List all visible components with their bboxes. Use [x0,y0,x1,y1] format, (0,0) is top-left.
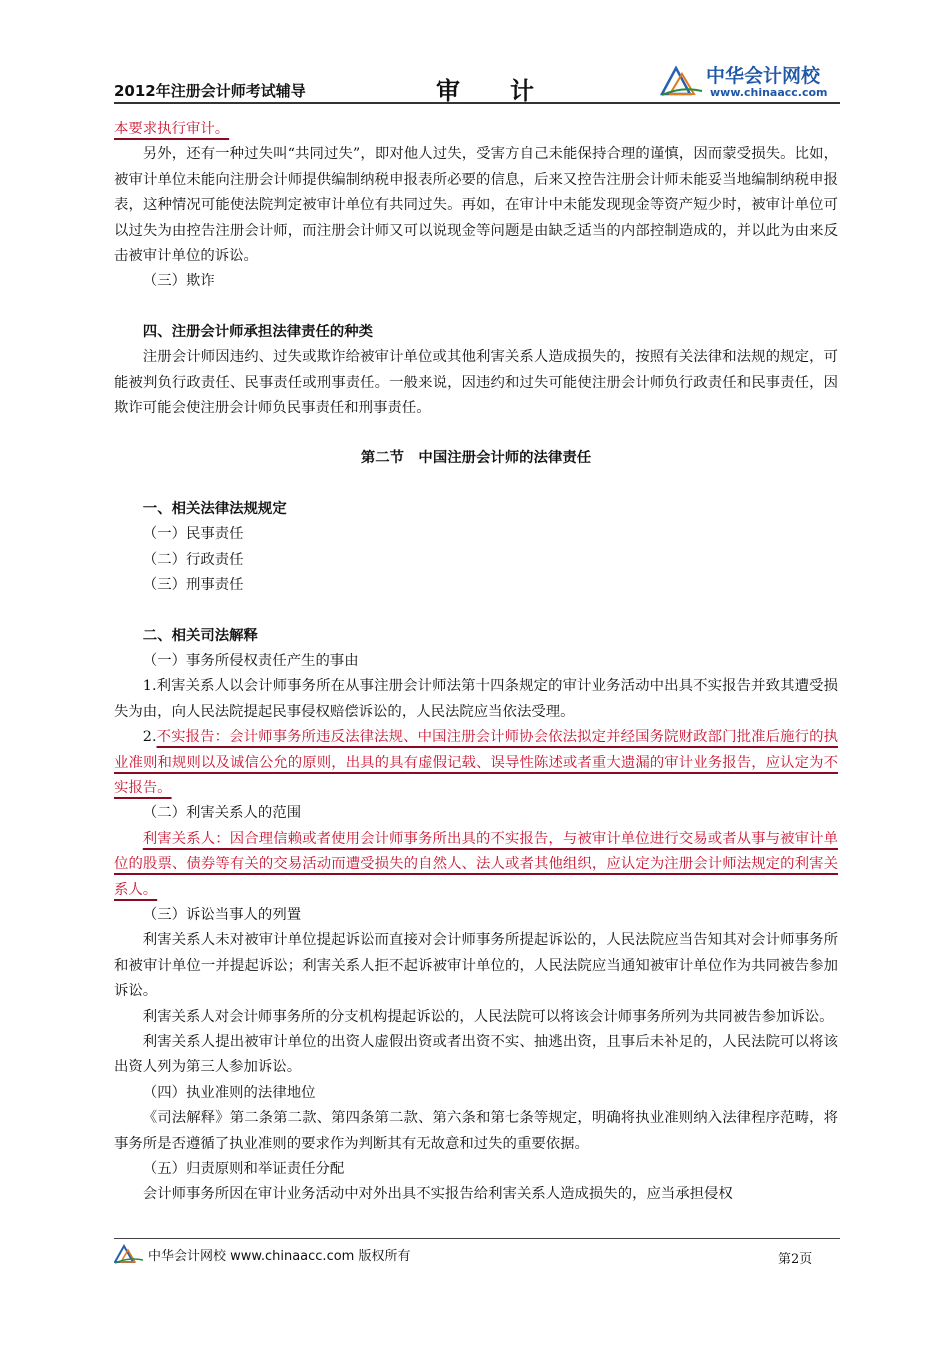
item-liability-principle: （五）归责原则和举证责任分配 [142,1161,345,1178]
item-interested-parties: （二）利害关系人的范围 [142,805,302,822]
paragraph-litigants-1: 利害关系人未对被审计单位提起诉讼而直接对会计师事务所提起诉讼的，人民法院应当告知其对会计师事务所和被审计单位一并提起诉讼；利害关系人拒不起诉被审计单位的，人民法院应当通知被审计单位作为共同被告参加诉讼。 [114,932,838,1000]
paragraph-litigants-3: 利害关系人提出被审计单位的出资人虚假出资或者出资不实、抽逃出资，且事后未补足的，人民法院可以将该出资人列为第三人参加诉讼。 [114,1034,838,1076]
paragraph-continued [114,117,838,142]
header-exam-title: 2012年注册会计师考试辅导 [114,82,306,100]
item-civil: （一）民事责任 [142,526,244,543]
triangle-logo-icon [114,1244,144,1264]
paragraph-interested-parties [114,827,838,903]
heading-liability-types: 四、注册会计师承担法律责任的种类 [142,323,374,340]
section-title: 第二节 中国注册会计师的法律责任 [360,450,592,467]
paragraph-liability-types: 注册会计师因违约、过失或欺诈给被审计单位或其他利害关系人造成损失的，按照有关法律和法规的规定，可能被判负行政责任、民事责任或刑事责任。一般来说，因违约和过失可能使注册会计师负行政责任和民事责任，因欺诈可能会使注册会计师负民事责任和刑事责任。 [114,349,838,417]
footer-copyright: 中华会计网校 www.chinaacc.com 版权所有 [148,1249,411,1264]
heading-judicial: 二、相关司法解释 [142,627,258,644]
header-rule [114,102,840,104]
item-standards-status: （四）执业准则的法律地位 [142,1084,316,1101]
footer-rule [114,1238,840,1239]
chinaacc-logo [660,58,840,100]
heading-laws: 一、相关法律法规规定 [142,500,287,517]
highlighted-text: 不实报告：会计师事务所违反法律法规、中国注册会计师协会依法拟定并经国务院财政部门批准后施行的执业准则和规则以及诚信公允的原则，出具的具有虚假记载、误导性陈述或者重大遗漏的审计业务报告，应认定为不实报告。 [114,729,838,796]
page-header [114,52,840,104]
paragraph-joint-negligence: 另外，还有一种过失叫“共同过失”，即对他人过失，受害方自己未能保持合理的谨慎，因而蒙受损失。比如，被审计单位未能向注册会计师提供编制纳税申报表所必要的信息，后来又控告注册会计师未能妥当地编制纳税申报表，这种情况可能使法院判定被审计单位有共同过失。再如，在审计中未能发现现金等资产短少时，被审计单位可以过失为由控告注册会计师，而注册会计师又可以说现金等问题是由缺乏适当的内部控制造成的，并以此为由来反击被审计单位的诉讼。 [114,146,838,265]
point-2-number: 2. [142,729,157,746]
highlighted-text: 利害关系人：因合理信赖或者使用会计师事务所出具的不实报告，与被审计单位进行交易或者从事与被审计单位的股票、债券等有关的交易活动而遭受损失的自然人、法人或者其他组织，应认定为注册会计师法规定的利害关系人。 [114,830,838,898]
item-litigants: （三）诉讼当事人的列置 [142,906,302,923]
logo-name: 中华会计网校 [706,65,821,87]
item-fraud: （三）欺诈 [142,273,215,290]
document-body [114,117,838,1208]
paragraph-standards-status: 《司法解释》第二条第二款、第四条第二款、第六条和第七条等规定，明确将执业准则纳入法律程序范畴，将事务所是否遵循了执业准则的要求作为判断其有无故意和过失的重要依据。 [114,1110,838,1152]
paragraph-point-1: 1.利害关系人以会计师事务所在从事注册会计师法第十四条规定的审计业务活动中出具不实报告并致其遭受损失为由，向人民法院提起民事侵权赔偿诉讼的，人民法院应当依法受理。 [114,678,838,720]
item-administrative: （二）行政责任 [142,551,244,568]
item-criminal: （三）刑事责任 [142,577,244,594]
paragraph-point-2 [114,725,838,801]
page-number: 第2页 [778,1252,813,1267]
triangle-logo-icon [660,64,704,96]
paragraph-liability-principle: 会计师事务所因在审计业务活动中对外出具不实报告给利害关系人造成损失的，应当承担侵权 [142,1186,733,1203]
paragraph-litigants-2: 利害关系人对会计师事务所的分支机构提起诉讼的，人民法院可以将该会计师事务所列为共同被告参加诉讼。 [142,1008,834,1025]
highlighted-text: 本要求执行审计。 [114,121,230,137]
page-footer [114,1238,840,1268]
logo-url: www.chinaacc.com [710,86,828,99]
item-cause: （一）事务所侵权责任产生的事由 [142,652,359,669]
header-subject: 审计 [436,77,584,105]
